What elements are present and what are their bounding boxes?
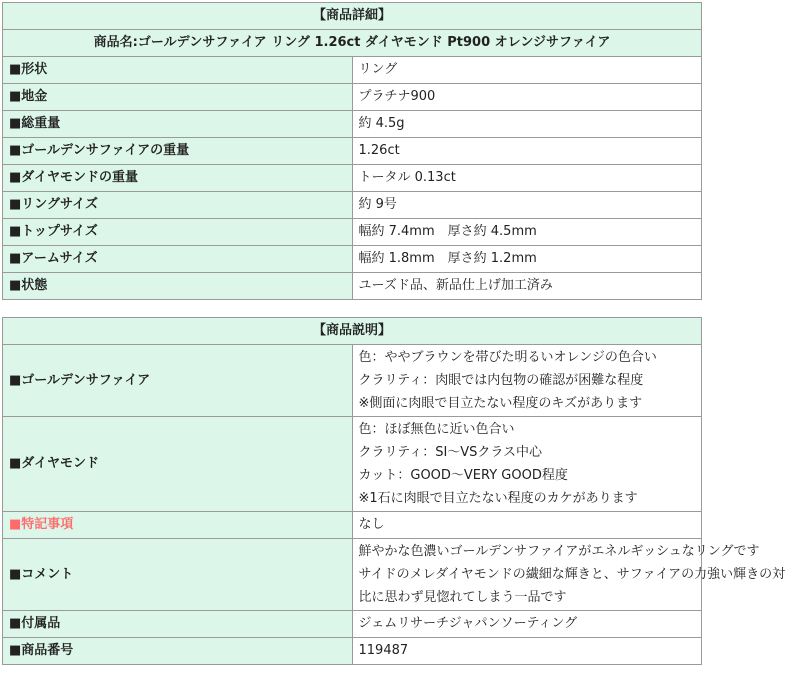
detail-label-top-size: ■トップサイズ [3,219,353,246]
description-label-item-number: ■商品番号 [3,638,353,665]
detail-value-top-size: 幅約 7.4mm 厚さ約 4.5mm [352,219,702,246]
product-details-table [2,2,702,300]
description-row [3,539,702,611]
description-value-special-notes: なし [352,512,702,539]
description-label-accessories: ■付属品 [3,611,353,638]
description-line: ※側面に肉眼で目立たない程度のキズがあります [358,396,643,411]
product-name-row [3,30,702,57]
description-line: クラリティ：SI～VSクラス中心 [358,445,543,460]
detail-value-arm-size: 幅約 1.8mm 厚さ約 1.2mm [352,246,702,273]
description-value-diamond [352,417,702,512]
description-value-comment [352,539,785,611]
detail-label-metal: ■地金 [3,84,353,111]
description-row [3,638,702,665]
detail-label-shape: ■形状 [3,57,353,84]
description-line: 色：ややブラウンを帯びた明るいオレンジの色合い [358,350,657,365]
detail-label-arm-size: ■アームサイズ [3,246,353,273]
detail-row [3,246,702,273]
description-line: 鮮やかな色濃いゴールデンサファイアがエネルギッシュなリングです [358,544,760,559]
detail-value-sapphire-weight: 1.26ct [352,138,702,165]
detail-label-ring-size: ■リングサイズ [3,192,353,219]
detail-label-condition: ■状態 [3,273,353,300]
description-row [3,512,702,539]
description-header: 【商品説明】 [3,318,702,345]
detail-label-total-weight: ■総重量 [3,111,353,138]
product-name: 商品名:ゴールデンサファイア リング 1.26ct ダイヤモンド Pt900 オレンジサファイア [3,30,702,57]
product-description-table [2,317,785,665]
description-row [3,611,702,638]
description-label-diamond: ■ダイヤモンド [3,417,353,512]
detail-value-ring-size: 約 9号 [352,192,702,219]
detail-row [3,219,702,246]
description-label-special-notes: ■特記事項 [3,512,353,539]
description-row [3,417,702,512]
description-line: 色：ほぼ無色に近い色合い [358,422,515,437]
detail-row [3,273,702,300]
detail-value-metal: プラチナ900 [352,84,702,111]
description-line: サイドのメレダイヤモンドの繊細な輝きと、サファイアの力強い輝きの対 [358,567,785,582]
description-label-sapphire: ■ゴールデンサファイア [3,345,353,417]
detail-row [3,84,702,111]
description-line: 比に思わず見惚れてしまう一品です [358,590,567,605]
description-value-sapphire [352,345,702,417]
details-header: 【商品詳細】 [3,3,702,30]
description-line: ※1石に肉眼で目立たない程度のカケがあります [358,491,638,506]
details-header-row [3,3,702,30]
detail-row [3,192,702,219]
detail-value-shape: リング [352,57,702,84]
description-header-row [3,318,702,345]
description-label-comment: ■コメント [3,539,353,611]
detail-row [3,57,702,84]
description-value-accessories: ジェムリサーチジャパンソーティング [352,611,702,638]
description-value-item-number: 119487 [352,638,702,665]
detail-row [3,111,702,138]
description-line: カット：GOOD～VERY GOOD程度 [358,468,568,483]
detail-label-sapphire-weight: ■ゴールデンサファイアの重量 [3,138,353,165]
description-line: クラリティ：肉眼では内包物の確認が困難な程度 [358,373,644,388]
detail-row [3,138,702,165]
detail-label-diamond-weight: ■ダイヤモンドの重量 [3,165,353,192]
detail-value-total-weight: 約 4.5g [352,111,702,138]
detail-value-condition: ユーズド品、新品仕上げ加工済み [352,273,702,300]
detail-value-diamond-weight: トータル 0.13ct [352,165,702,192]
description-row [3,345,702,417]
detail-row [3,165,702,192]
